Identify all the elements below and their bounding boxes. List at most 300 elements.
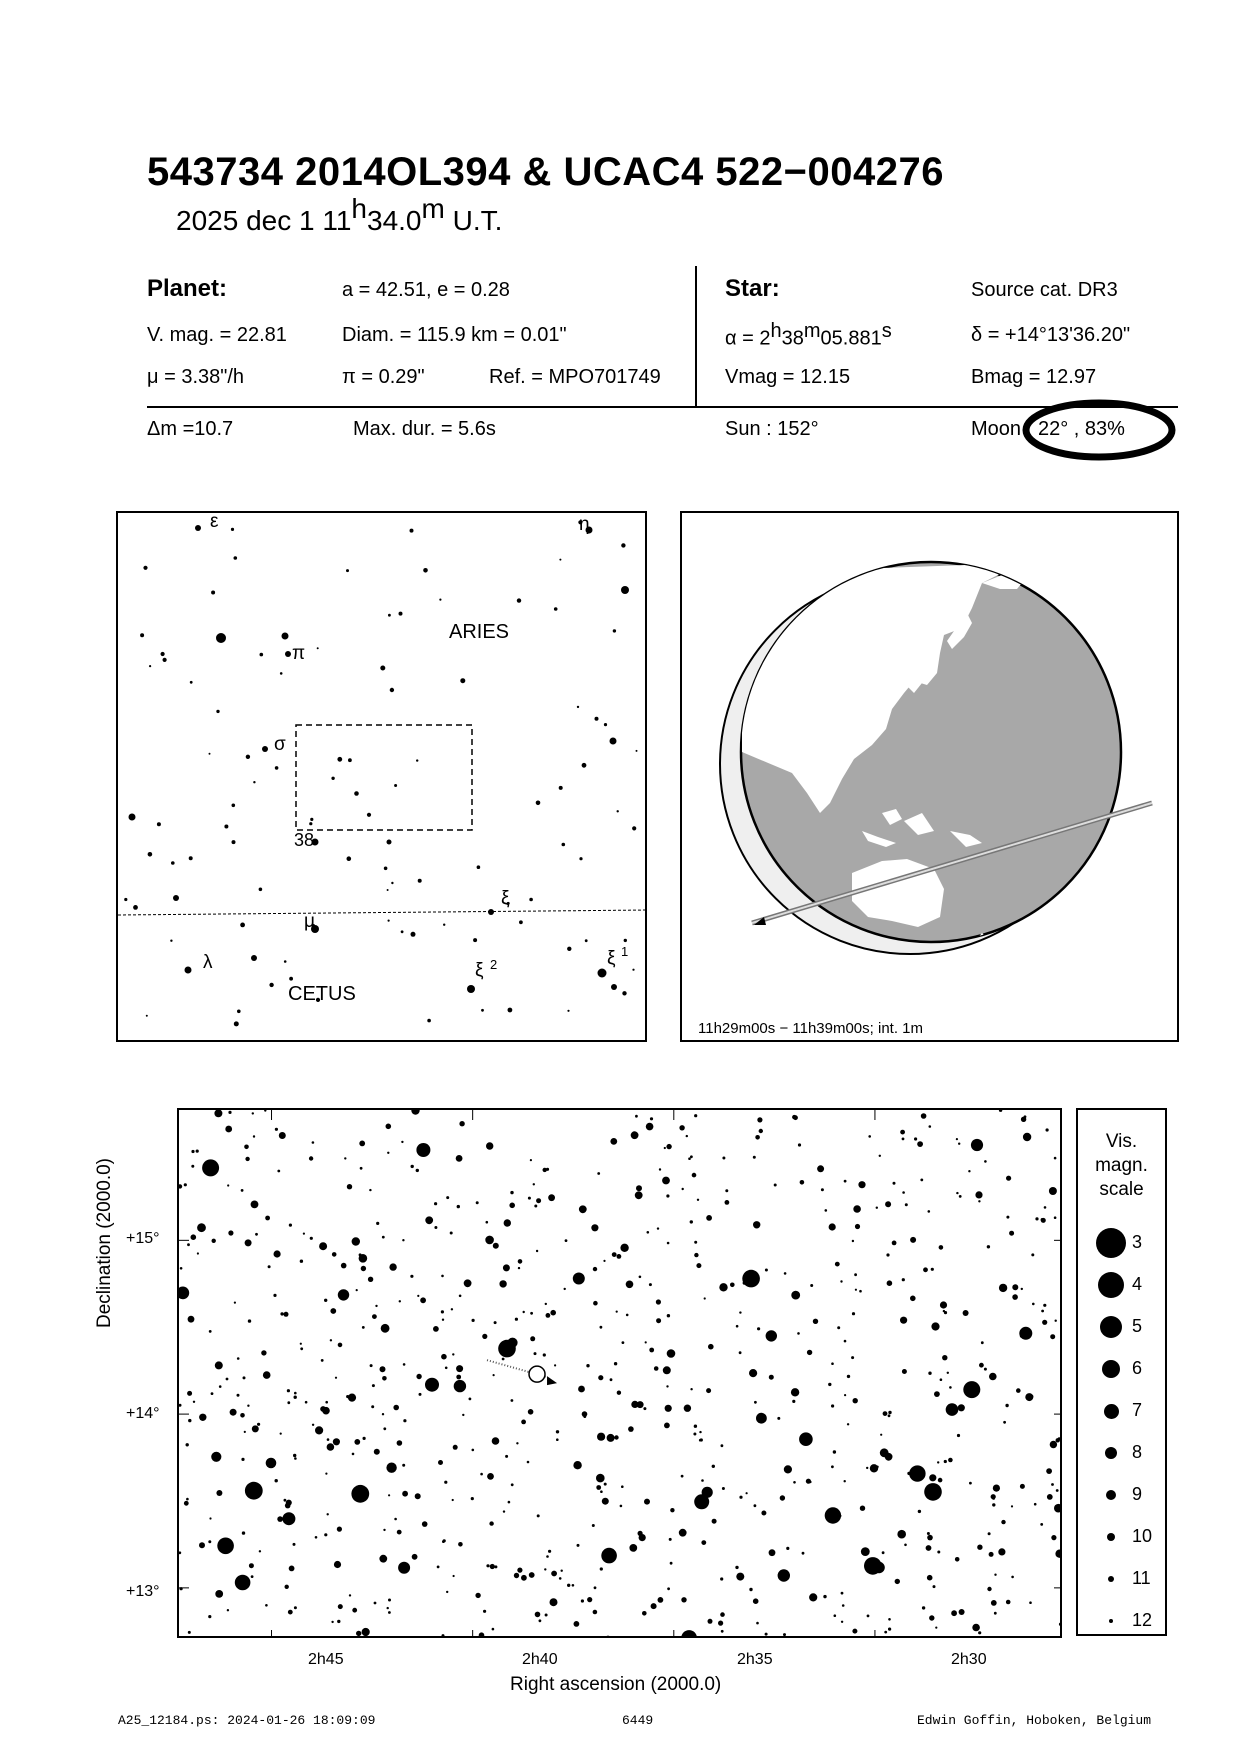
field-star xyxy=(620,1244,628,1252)
field-star xyxy=(749,1588,752,1591)
finder-star xyxy=(582,763,587,768)
field-star xyxy=(887,1280,893,1286)
field-star xyxy=(425,1378,439,1392)
alpha-mid: 38 xyxy=(781,327,804,350)
field-star xyxy=(375,1305,377,1307)
field-star xyxy=(603,1260,605,1262)
field-star xyxy=(583,1415,586,1418)
field-star xyxy=(324,1299,327,1302)
finder-star xyxy=(354,791,359,796)
field-star xyxy=(241,1189,244,1192)
legend-row xyxy=(1078,1354,1165,1384)
field-star xyxy=(870,1464,878,1472)
field-star xyxy=(739,1496,742,1499)
field-star xyxy=(813,1319,818,1324)
field-star xyxy=(573,1273,585,1285)
field-star xyxy=(309,1156,313,1160)
field-star xyxy=(601,1548,617,1564)
finder-star xyxy=(632,969,634,971)
x-tick-2h40: 2h40 xyxy=(522,1651,558,1668)
finder-star xyxy=(411,932,416,937)
field-star xyxy=(284,1499,287,1502)
field-star xyxy=(515,1318,518,1321)
field-star xyxy=(690,1388,692,1390)
field-star xyxy=(209,1517,211,1519)
legend-magnitude: 8 xyxy=(1132,1442,1143,1462)
field-star xyxy=(825,1209,828,1212)
field-star xyxy=(225,1126,232,1133)
footer-file: A25_12184.ps: 2024-01-26 18:09:09 xyxy=(118,1713,376,1728)
field-star xyxy=(730,1283,735,1288)
field-star xyxy=(681,1597,686,1602)
finder-star xyxy=(439,599,441,601)
finder-star xyxy=(216,633,226,643)
finder-star xyxy=(380,666,385,671)
field-star xyxy=(694,1253,698,1257)
field-star xyxy=(380,1366,386,1372)
field-star xyxy=(852,1240,854,1242)
field-star xyxy=(991,1494,996,1499)
finder-star xyxy=(129,814,136,821)
field-star xyxy=(416,1143,430,1157)
field-star xyxy=(657,1227,659,1229)
field-star xyxy=(935,1627,937,1629)
label-xi2: ξ xyxy=(475,960,484,981)
label-38: 38 xyxy=(294,830,315,850)
field-star xyxy=(927,1532,930,1535)
field-star xyxy=(759,1129,763,1133)
event-datetime xyxy=(176,192,503,237)
field-star xyxy=(280,1433,282,1435)
finder-star xyxy=(140,633,144,637)
field-star xyxy=(754,1504,757,1507)
legend-row xyxy=(1078,1522,1165,1552)
field-star xyxy=(664,1147,666,1149)
field-star xyxy=(503,1264,510,1271)
field-star xyxy=(1054,1216,1057,1219)
hour-unit: h xyxy=(351,192,367,224)
finder-chart xyxy=(118,513,647,1042)
field-star xyxy=(933,1585,936,1588)
field-star xyxy=(476,1201,479,1204)
field-star xyxy=(362,1326,365,1329)
finder-star xyxy=(185,967,192,974)
legend-magnitude: 7 xyxy=(1132,1400,1143,1420)
field-star xyxy=(600,1490,603,1493)
finder-star xyxy=(613,629,616,632)
field-star xyxy=(694,1425,697,1428)
field-star xyxy=(1056,1489,1059,1492)
field-star xyxy=(833,1450,836,1453)
field-star xyxy=(321,1359,324,1362)
finder-star xyxy=(387,840,392,845)
field-star xyxy=(294,1457,297,1460)
field-star xyxy=(577,1544,580,1547)
field-star xyxy=(635,1191,643,1199)
finder-star xyxy=(260,653,264,657)
finder-star xyxy=(309,822,312,825)
field-star xyxy=(1051,1483,1054,1486)
field-star xyxy=(453,1575,455,1577)
field-star xyxy=(486,1221,489,1224)
field-star xyxy=(438,1460,443,1465)
footer-author: Edwin Goffin, Hoboken, Belgium xyxy=(917,1713,1152,1728)
field-star xyxy=(971,1139,983,1151)
field-star xyxy=(855,1224,860,1229)
field-star xyxy=(626,1281,634,1289)
y-tick-14: +14° xyxy=(126,1405,160,1422)
y-axis-title: Declination (2000.0) xyxy=(94,1157,115,1329)
field-star xyxy=(949,1386,952,1389)
finder-star xyxy=(477,865,481,869)
field-star xyxy=(480,1473,483,1476)
field-star xyxy=(736,1325,739,1328)
field-star xyxy=(972,1624,980,1632)
field-star xyxy=(987,1587,991,1591)
field-star xyxy=(545,1303,547,1305)
field-star xyxy=(597,1433,605,1441)
field-star xyxy=(277,1516,283,1522)
field-star xyxy=(403,1419,406,1422)
field-star xyxy=(753,1221,760,1228)
field-star xyxy=(245,1239,252,1246)
field-star xyxy=(202,1159,219,1176)
field-star xyxy=(1016,1388,1021,1393)
field-star xyxy=(325,1473,327,1475)
finder-star xyxy=(149,665,151,667)
field-star xyxy=(287,1389,290,1392)
field-star xyxy=(441,1310,444,1313)
field-star xyxy=(227,1184,229,1186)
field-star xyxy=(620,1505,623,1508)
field-star xyxy=(614,1435,618,1439)
field-star xyxy=(853,1205,861,1213)
field-star xyxy=(851,1356,854,1359)
field-star xyxy=(987,1245,990,1248)
field-star xyxy=(482,1334,487,1339)
finder-star xyxy=(598,969,607,978)
field-star xyxy=(798,1143,801,1146)
field-star xyxy=(888,1411,891,1414)
field-star xyxy=(479,1632,485,1638)
field-star xyxy=(923,1267,928,1272)
field-star xyxy=(208,1615,211,1618)
field-star xyxy=(543,1168,547,1172)
chart-field-box xyxy=(296,725,472,830)
field-star xyxy=(511,1483,514,1486)
label-lambda: λ xyxy=(203,952,213,973)
field-star xyxy=(735,1566,738,1569)
field-star xyxy=(596,1474,605,1483)
field-star xyxy=(666,1144,671,1149)
field-star xyxy=(886,1253,889,1256)
field-star xyxy=(774,1184,777,1187)
field-star xyxy=(866,1467,868,1469)
field-star xyxy=(702,1487,713,1498)
finder-star xyxy=(253,781,255,783)
field-star xyxy=(907,1472,910,1475)
legend-row xyxy=(1078,1396,1165,1426)
finder-star xyxy=(367,813,371,817)
field-star xyxy=(993,1485,1000,1492)
finder-star xyxy=(148,852,153,857)
field-star xyxy=(379,1555,387,1563)
field-star xyxy=(227,1609,229,1611)
label-aries: ARIES xyxy=(449,621,510,643)
field-star xyxy=(610,1378,613,1381)
finder-star xyxy=(237,1010,241,1014)
field-star xyxy=(386,1463,396,1473)
field-star xyxy=(969,1482,972,1485)
field-star xyxy=(312,1141,315,1144)
field-star xyxy=(556,1430,559,1433)
field-star xyxy=(914,1137,917,1140)
field-star xyxy=(521,1575,527,1581)
field-star xyxy=(327,1443,335,1451)
alpha-m: m xyxy=(803,320,821,342)
field-star xyxy=(402,1491,408,1497)
field-star xyxy=(372,1314,377,1319)
legend-row xyxy=(1078,1270,1165,1300)
field-star xyxy=(544,1568,546,1570)
field-star xyxy=(537,1514,540,1517)
field-star xyxy=(1032,1303,1035,1306)
field-star xyxy=(245,1482,263,1500)
finder-star xyxy=(163,658,167,662)
field-star xyxy=(842,1604,845,1607)
field-star xyxy=(858,1181,865,1188)
field-star xyxy=(349,1594,351,1596)
field-star xyxy=(199,1542,205,1548)
field-star xyxy=(285,1585,289,1589)
field-star xyxy=(219,1385,222,1388)
field-star xyxy=(1011,1576,1014,1579)
field-star xyxy=(690,1220,693,1223)
field-star xyxy=(226,1378,229,1381)
finder-star xyxy=(310,818,313,821)
field-star xyxy=(567,1584,570,1587)
field-star xyxy=(662,1177,670,1185)
finder-star xyxy=(348,758,352,762)
finder-star xyxy=(391,882,393,884)
legend-dot xyxy=(1107,1533,1115,1541)
field-star xyxy=(708,1344,714,1350)
legend-dot xyxy=(1108,1576,1114,1582)
field-star xyxy=(902,1369,907,1374)
field-star xyxy=(1029,1601,1032,1604)
date-prefix: 2025 dec 1 11 xyxy=(176,205,352,236)
field-star xyxy=(551,1571,557,1577)
field-star xyxy=(704,1297,706,1299)
field-star xyxy=(800,1180,805,1185)
field-star xyxy=(656,1299,661,1304)
field-star xyxy=(334,1561,341,1568)
field-star xyxy=(791,1388,799,1396)
finder-star xyxy=(259,888,263,892)
label-pi: π xyxy=(292,643,306,664)
field-star xyxy=(305,1401,308,1404)
field-star xyxy=(242,1531,245,1534)
finder-star xyxy=(443,924,445,926)
field-star xyxy=(442,1540,445,1543)
field-star xyxy=(425,1216,433,1224)
field-star xyxy=(199,1414,206,1421)
field-star xyxy=(712,1465,715,1468)
field-star xyxy=(679,1125,684,1130)
field-star xyxy=(457,1205,460,1208)
field-star xyxy=(688,1157,691,1160)
field-star xyxy=(841,1621,843,1623)
finder-star xyxy=(346,569,349,572)
field-star xyxy=(991,1600,997,1606)
field-star xyxy=(180,1267,183,1270)
moon-label: Moon xyxy=(971,418,1022,440)
field-star xyxy=(681,1630,697,1638)
finder-star xyxy=(347,856,352,861)
field-star xyxy=(666,1385,668,1387)
finder-star xyxy=(410,529,414,533)
field-star xyxy=(179,1404,182,1407)
field-star xyxy=(546,1555,549,1558)
field-star xyxy=(929,1615,934,1620)
footer-number: 6449 xyxy=(622,1713,654,1728)
field-star xyxy=(947,1372,949,1374)
planet-diameter: Diam. = 115.9 km = 0.01" xyxy=(342,324,567,346)
field-star xyxy=(642,1611,647,1616)
field-star xyxy=(191,1165,194,1168)
field-star xyxy=(940,1378,943,1381)
finder-chart-panel xyxy=(116,511,647,1042)
field-star xyxy=(1047,1494,1053,1500)
field-star xyxy=(417,1295,419,1297)
field-star xyxy=(534,1352,537,1355)
field-star xyxy=(188,1316,195,1323)
field-star xyxy=(485,1236,494,1245)
field-star xyxy=(780,1495,785,1500)
field-star xyxy=(924,1483,942,1501)
field-star xyxy=(208,1540,211,1543)
finder-star xyxy=(519,920,523,924)
field-star xyxy=(327,1438,330,1441)
field-star xyxy=(665,1405,672,1412)
field-star xyxy=(948,1458,953,1463)
field-star xyxy=(545,1614,548,1617)
field-star xyxy=(1051,1535,1056,1540)
field-star xyxy=(664,1423,670,1429)
field-star xyxy=(456,1155,463,1162)
field-star xyxy=(927,1575,933,1581)
field-star xyxy=(184,1501,189,1506)
field-star xyxy=(791,1291,800,1300)
field-star xyxy=(530,1312,533,1315)
field-star xyxy=(701,1479,704,1482)
field-star xyxy=(1055,1320,1057,1322)
finder-star xyxy=(190,681,193,684)
field-star xyxy=(383,1529,385,1531)
field-star xyxy=(994,1574,996,1576)
field-star xyxy=(699,1431,701,1433)
finder-star xyxy=(234,1021,239,1026)
field-star xyxy=(536,1198,541,1203)
field-star xyxy=(596,1485,601,1490)
field-star xyxy=(921,1470,924,1473)
field-star xyxy=(434,1226,437,1229)
field-star xyxy=(330,1308,336,1314)
field-star xyxy=(617,1254,622,1259)
field-star xyxy=(300,1260,303,1263)
planet-reference: Ref. = MPO701749 xyxy=(489,366,661,388)
finder-star xyxy=(211,591,215,595)
legend-dot xyxy=(1098,1272,1124,1298)
finder-star xyxy=(559,559,561,561)
field-star xyxy=(456,1375,461,1380)
field-star xyxy=(600,1567,603,1570)
field-star xyxy=(649,1348,654,1353)
field-star xyxy=(376,1222,379,1225)
field-star xyxy=(273,1294,276,1297)
field-star xyxy=(237,1357,240,1360)
field-star xyxy=(769,1375,774,1380)
field-star xyxy=(197,1223,206,1232)
field-star xyxy=(244,1145,249,1150)
field-star xyxy=(399,1300,401,1302)
field-star xyxy=(459,1295,462,1298)
field-star xyxy=(645,1341,647,1343)
field-star xyxy=(274,1250,281,1257)
field-star xyxy=(442,1634,445,1637)
field-star xyxy=(900,1130,905,1135)
field-star xyxy=(338,1289,349,1300)
finder-star xyxy=(585,939,588,942)
field-star xyxy=(844,1340,847,1343)
field-star xyxy=(958,1404,965,1411)
legend-magnitude: 9 xyxy=(1132,1484,1143,1504)
field-star xyxy=(905,1203,908,1206)
field-star xyxy=(1041,1310,1044,1313)
field-star xyxy=(403,1363,406,1366)
field-star xyxy=(280,1312,283,1315)
field-star xyxy=(956,1192,958,1194)
field-star xyxy=(765,1269,768,1272)
field-star xyxy=(516,1442,518,1444)
field-star xyxy=(1044,1206,1047,1209)
star-source-catalog: Source cat. DR3 xyxy=(971,279,1118,301)
field-star xyxy=(963,1310,969,1316)
field-star xyxy=(943,1310,945,1312)
field-star xyxy=(684,1405,691,1412)
field-star xyxy=(828,1383,831,1386)
field-star xyxy=(523,1311,525,1313)
field-star xyxy=(300,1347,303,1350)
field-star xyxy=(888,1414,891,1417)
field-star xyxy=(867,1615,870,1618)
field-star xyxy=(382,1376,387,1381)
field-star xyxy=(1006,1176,1011,1181)
field-star xyxy=(261,1350,266,1355)
field-star xyxy=(550,1310,556,1316)
field-star xyxy=(548,1194,555,1201)
legend-magnitude: 10 xyxy=(1132,1526,1153,1546)
legend-magnitude: 4 xyxy=(1132,1274,1143,1294)
finder-star xyxy=(567,947,571,951)
finder-star xyxy=(387,889,389,891)
label-xi: ξ xyxy=(501,888,510,909)
field-star xyxy=(1056,1438,1060,1442)
field-star xyxy=(374,1602,377,1605)
field-star xyxy=(372,1384,375,1387)
field-star xyxy=(451,1308,453,1310)
field-star xyxy=(492,1628,495,1631)
